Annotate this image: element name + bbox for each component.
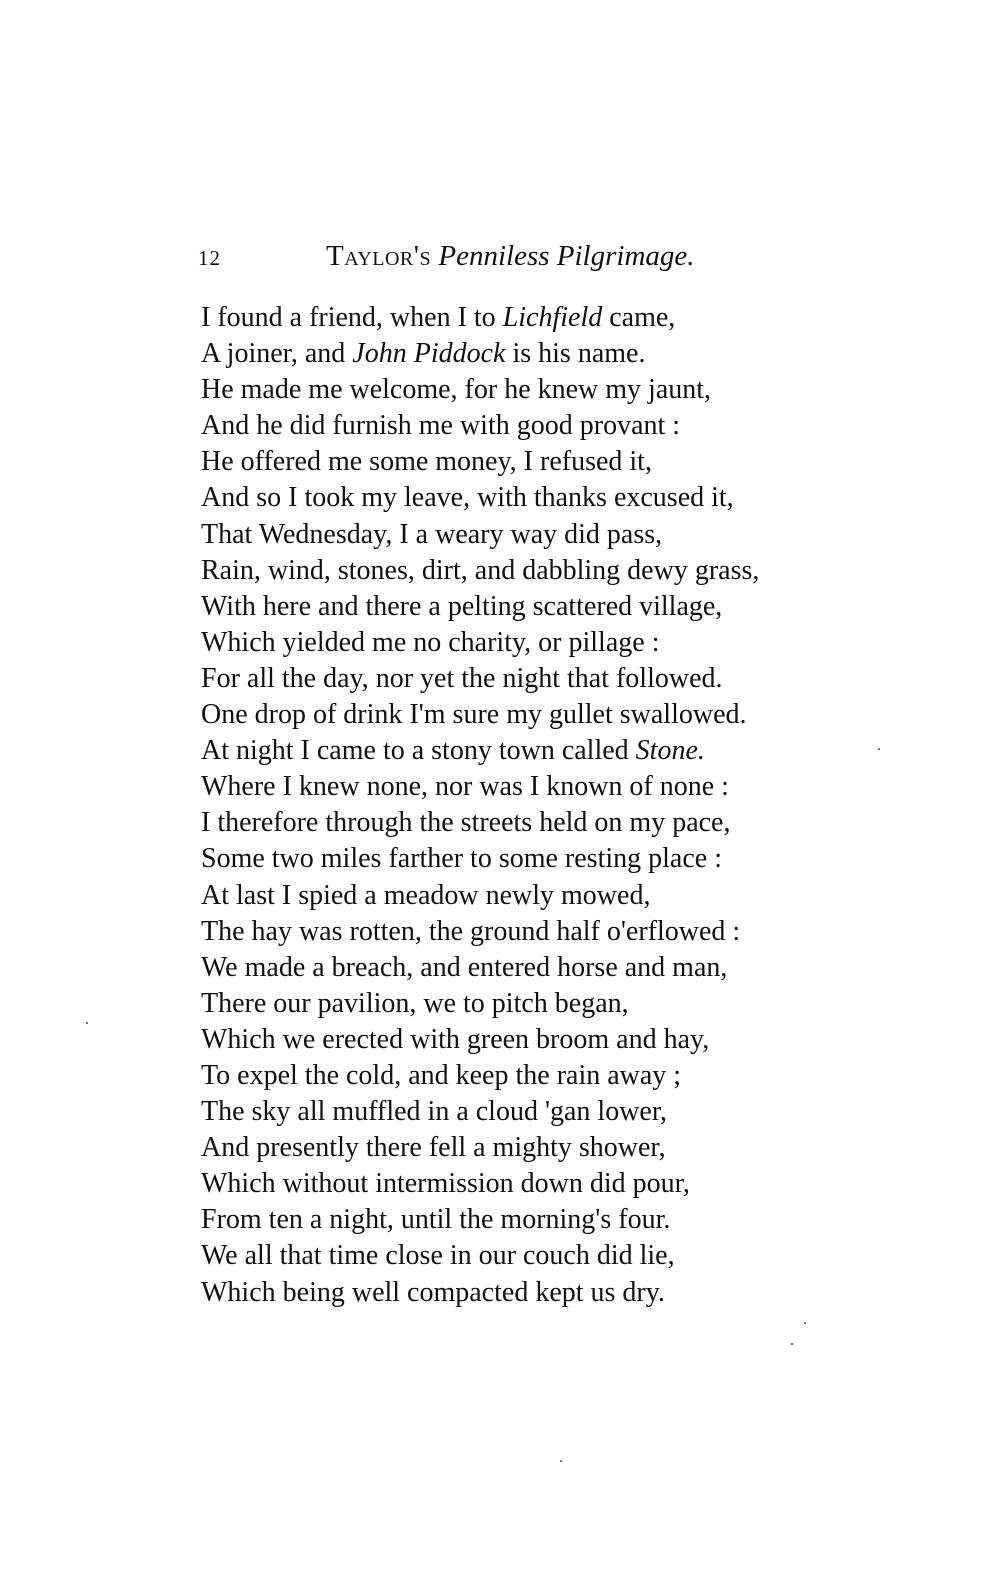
- poem-line: [201, 697, 861, 733]
- poem-line: [201, 986, 861, 1022]
- poem-line: [201, 769, 861, 805]
- poem-line: [201, 805, 861, 841]
- poem-line: [201, 733, 861, 769]
- poem-line-text: For all the day, nor yet the night that followed.: [201, 662, 723, 694]
- poem-line-text: We all that time close in our couch did lie,: [201, 1240, 675, 1272]
- poem-line: [201, 1022, 861, 1058]
- poem-line: [201, 1238, 861, 1274]
- print-speck: [86, 1022, 88, 1024]
- poem-line-text: There our pavilion, we to pitch began,: [201, 987, 629, 1019]
- poem-line: [201, 914, 861, 950]
- poem-line: [201, 372, 861, 408]
- poem-line-text: From ten a night, until the morning's four.: [201, 1204, 671, 1236]
- poem-line: [201, 517, 861, 553]
- poem-line-text: Where I knew none, nor was I known of none :: [201, 771, 729, 803]
- poem-line: [201, 553, 861, 589]
- poem-line: [201, 408, 861, 444]
- poem-line: [201, 480, 861, 516]
- poem-line-text: I found a friend, when I to: [201, 302, 503, 333]
- running-title-author: Taylor's: [326, 240, 432, 272]
- poem-line: [201, 589, 861, 625]
- poem-line-text: He made me welcome, for he knew my jaunt,: [201, 374, 712, 406]
- poem-line: [201, 661, 861, 697]
- poem-line-text: And he did furnish me with good provant :: [201, 410, 681, 442]
- poem-line: [201, 841, 861, 877]
- print-speck: [791, 1343, 793, 1345]
- poem-line-text: At last I spied a meadow newly mowed,: [201, 879, 651, 911]
- page-number: 12: [198, 246, 221, 270]
- poem-line: [201, 1058, 861, 1094]
- print-speck: [560, 1460, 562, 1462]
- poem-line: [201, 444, 861, 480]
- poem-line-text: The sky all muffled in a cloud 'gan lower,: [201, 1096, 668, 1128]
- poem-line-text: A joiner, and: [201, 338, 353, 370]
- poem-line-text: To expel the cold, and keep the rain away ;: [201, 1059, 682, 1091]
- poem-line: [201, 300, 861, 336]
- poem-line-text: Rain, wind, stones, dirt, and dabbling dewy grass,: [201, 554, 760, 586]
- poem-line-text: And presently there fell a mighty shower,: [201, 1132, 666, 1164]
- poem-line: [201, 950, 861, 986]
- poem-line-text: We made a breach, and entered horse and man,: [201, 951, 728, 983]
- running-title: [326, 240, 695, 273]
- poem-line-italic: Stone.: [635, 735, 705, 767]
- poem-line: [201, 1202, 861, 1238]
- poem-line-text: I therefore through the streets held on my pace,: [201, 807, 731, 839]
- poem-line-text: And so I took my leave, with thanks excused it,: [201, 482, 734, 514]
- poem-line-text: came,: [602, 302, 676, 333]
- poem-line-text: The hay was rotten, the ground half o'erflowed :: [201, 915, 741, 947]
- poem-line: [201, 1166, 861, 1202]
- poem-line-text: With here and there a pelting scattered village,: [201, 590, 723, 622]
- poem-line-text: Some two miles farther to some resting place :: [201, 843, 722, 875]
- poem-line-text: Which without intermission down did pour,: [201, 1168, 690, 1200]
- poem-line: [201, 878, 861, 914]
- poem-line-italic: Lichfield: [502, 302, 603, 333]
- poem-line-text: He offered me some money, I refused it,: [201, 446, 652, 478]
- poem-line-text: is his name.: [505, 338, 646, 370]
- poem-line-text: Which we erected with green broom and hay,: [201, 1023, 710, 1055]
- poem-line: [201, 625, 861, 661]
- poem-line-text: That Wednesday, I a weary way did pass,: [201, 518, 663, 550]
- print-speck: [878, 748, 880, 750]
- poem-line: [201, 1094, 861, 1130]
- poem-text: [201, 300, 861, 1311]
- print-speck: [804, 1322, 806, 1324]
- running-head: [198, 240, 758, 280]
- poem-line-text: At night I came to a stony town called: [201, 735, 636, 767]
- running-title-work: Penniless Pilgrimage.: [438, 240, 695, 272]
- poem-line: [201, 1275, 861, 1311]
- poem-line-text: One drop of drink I'm sure my gullet swallowed.: [201, 699, 747, 731]
- poem-line-text: Which yielded me no charity, or pillage :: [201, 626, 660, 658]
- poem-line-text: Which being well compacted kept us dry.: [201, 1276, 665, 1308]
- poem-line: [201, 336, 861, 372]
- poem-line: [201, 1130, 861, 1166]
- poem-line-italic: John Piddock: [352, 338, 506, 370]
